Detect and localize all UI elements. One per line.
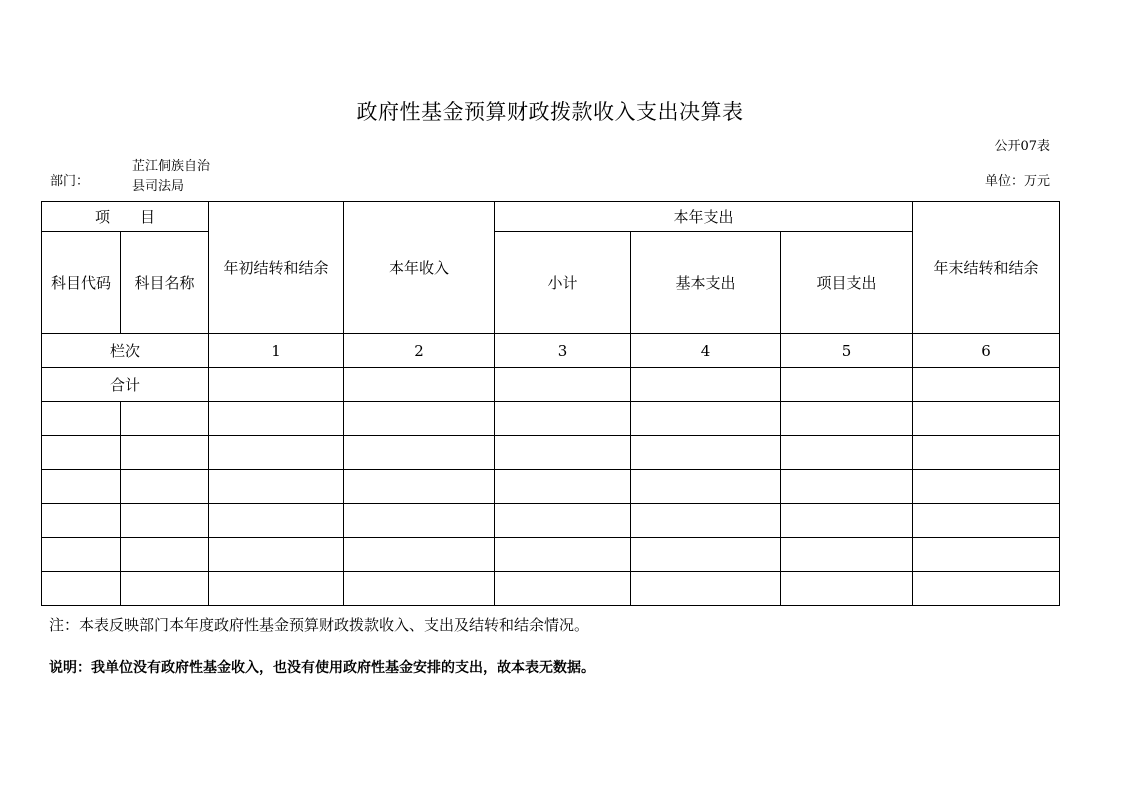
- table-cell: [913, 504, 1060, 538]
- table-cell: [495, 538, 631, 572]
- table-cell: [121, 504, 209, 538]
- table-cell: [631, 402, 781, 436]
- table-cell: [781, 504, 913, 538]
- col-num: 6: [913, 334, 1060, 368]
- total-row: [42, 368, 1060, 402]
- table-cell: [495, 470, 631, 504]
- table-cell: [42, 470, 121, 504]
- table-cell: [913, 402, 1060, 436]
- table-cell: [913, 572, 1060, 606]
- table-cell: [495, 368, 631, 402]
- table-cell: [344, 504, 495, 538]
- col-num: 3: [495, 334, 631, 368]
- table-cell: [42, 538, 121, 572]
- table-cell: [209, 572, 344, 606]
- table-cell: [631, 572, 781, 606]
- header-subtotal: 小计: [495, 232, 631, 334]
- table-cell: [631, 436, 781, 470]
- table-cell: [495, 436, 631, 470]
- table-cell: [121, 538, 209, 572]
- table-cell: [913, 538, 1060, 572]
- header-project: 项目支出: [781, 232, 913, 334]
- table-cell: [781, 470, 913, 504]
- header-code: 科目代码: [42, 232, 121, 334]
- table-cell: [781, 538, 913, 572]
- table-cell: [913, 470, 1060, 504]
- table-cell: [781, 368, 913, 402]
- table-cell: [631, 470, 781, 504]
- table-cell: [631, 368, 781, 402]
- table-row: [42, 504, 1060, 538]
- table-cell: [344, 436, 495, 470]
- table-row: [42, 436, 1060, 470]
- table-cell: [209, 470, 344, 504]
- header-name: 科目名称: [121, 232, 209, 334]
- table-row: [42, 538, 1060, 572]
- table-cell: [495, 402, 631, 436]
- table-cell: [121, 402, 209, 436]
- table-cell: [781, 436, 913, 470]
- table-cell: [344, 402, 495, 436]
- table-cell: [42, 402, 121, 436]
- department-label: 部门：: [50, 174, 90, 189]
- table-cell: [781, 572, 913, 606]
- col-num: 5: [781, 334, 913, 368]
- table-cell: [495, 504, 631, 538]
- header-income: 本年收入: [344, 202, 495, 334]
- table-cell: [42, 504, 121, 538]
- table-cell: [781, 402, 913, 436]
- header-end-balance: 年末结转和结余: [913, 202, 1060, 334]
- col-num: 2: [344, 334, 495, 368]
- table-cell: [209, 504, 344, 538]
- header-basic: 基本支出: [631, 232, 781, 334]
- table-cell: [631, 504, 781, 538]
- table-cell: [344, 572, 495, 606]
- col-num: 4: [631, 334, 781, 368]
- budget-table: [41, 201, 1060, 606]
- header-begin-balance: 年初结转和结余: [209, 202, 344, 334]
- table-cell: [42, 572, 121, 606]
- table-row: [42, 470, 1060, 504]
- table-cell: [631, 538, 781, 572]
- table-row: [42, 572, 1060, 606]
- table-cell: [209, 402, 344, 436]
- department-name: 芷江侗族自治县司法局: [132, 159, 211, 194]
- table-cell: [344, 368, 495, 402]
- unit-label: 单位：万元: [984, 174, 1050, 189]
- page-title: 政府性基金预算财政拨款收入支出决算表: [356, 100, 744, 124]
- table-cell: [344, 538, 495, 572]
- table-cell: [121, 470, 209, 504]
- header-item: 项 目: [42, 202, 209, 232]
- col-num: 1: [209, 334, 344, 368]
- total-label: 合计: [42, 368, 209, 402]
- column-number-row: [42, 334, 1060, 368]
- header-expenditure: 本年支出: [495, 202, 913, 232]
- table-cell: [42, 436, 121, 470]
- table-cell: [209, 368, 344, 402]
- table-cell: [121, 436, 209, 470]
- table-cell: [209, 538, 344, 572]
- table-cell: [121, 572, 209, 606]
- table-cell: [913, 368, 1060, 402]
- table-cell: [209, 436, 344, 470]
- table-cell: [495, 572, 631, 606]
- table-cell: [913, 436, 1060, 470]
- footnote: 注：本表反映部门本年度政府性基金预算财政拨款收入、支出及结转和结余情况。: [49, 616, 590, 634]
- table-cell: [344, 470, 495, 504]
- table-row: [42, 402, 1060, 436]
- form-number: 公开07表: [994, 139, 1050, 154]
- row-col-label: 栏次: [42, 334, 209, 368]
- explanation: 说明：我单位没有政府性基金收入，也没有使用政府性基金安排的支出，故本表无数据。: [49, 660, 595, 676]
